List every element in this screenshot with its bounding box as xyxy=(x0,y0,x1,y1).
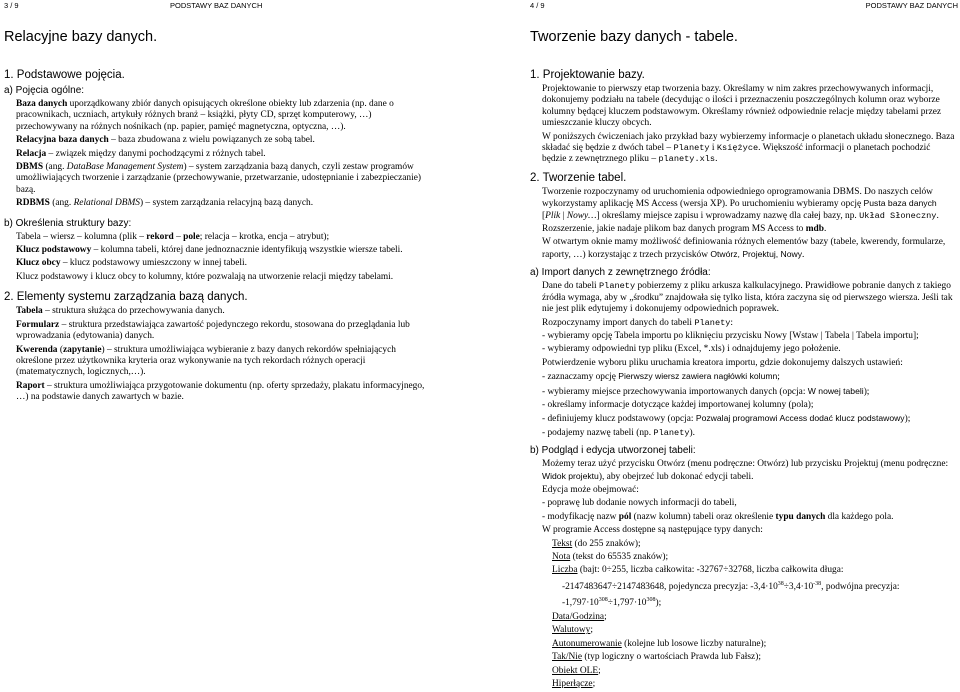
running-header-right: PODSTAWY BAZ DANYCH xyxy=(865,1,958,10)
subsection-heading-podglad: b) Podgląd i edycja utworzonej tabeli: xyxy=(530,445,696,457)
data-type-item: Liczba (bajt: 0÷255, liczba całkowita: -32767÷32768, liczba całkowita długa: xyxy=(552,565,844,576)
list-item: - zaznaczamy opcję Pierwszy wiersz zawiera nagłówki kolumn; xyxy=(542,371,780,383)
definition-baza: Baza danych uporządkowany zbiór danych opisujących określone obiekty lub zdarzenia (np. dane o pracownikach, uczniach, artykuły różnych branż – książki, płyty CD, sprzęt komputerowy, …) przechowywany na różnych nośnikach (np. papier, pamięć magnetyczna, optyczna, …). xyxy=(16,99,394,132)
data-type-item-continued: -2147483647÷2147483648, pojedyncza precyzja: $-3,4\cdot 10^{38}\div 3,4\cdot 10^{-38}$, podwójna precyzja: xyxy=(562,580,900,592)
definition-dbms: DBMS (ang. DataBase Management System) – system zarządzania bazą danych, czyli zestaw programów umożliwiających tworzenie i zarządzanie (przechowywanie, przetwarzanie, udostępnianie i zabezpieczanie) bazą. xyxy=(16,162,421,195)
definition-rdbms: RDBMS (ang. Relational DBMS) – system zarządzania relacyjną bazą danych. xyxy=(16,198,314,209)
right-page xyxy=(480,0,960,689)
paragraph-tworzenie: Tworzenie rozpoczynamy od uruchomienia odpowiedniego oprogramowania DBMS. Do naszych celów wykorzystamy aplikację MS Access (wersja XP). Po uruchomieniu wybieramy opcję Pusta baza danych [Plik | Nowy…] określamy miejsce zapisu i wprowadzamy nazwę dla całej bazy, np. Układ Słoneczny. xyxy=(542,186,939,221)
data-type-item: Autonumerowanie (kolejne lub losowe liczby naturalne); xyxy=(552,638,767,649)
data-type-item: Hiperłącze; xyxy=(552,678,596,689)
section-heading-projektowanie: 1. Projektowanie bazy. xyxy=(530,69,645,81)
paragraph-rozszerzenie: Rozszerzenie, jakie nadaje plikom baz danych program MS Access to mdb. xyxy=(542,224,827,235)
paragraph-typy: W programie Access dostępne są następujące typy danych: xyxy=(542,525,763,536)
running-header-left: PODSTAWY BAZ DANYCH xyxy=(170,1,263,10)
page-title-right: Tworzenie bazy danych - tabele. xyxy=(530,29,738,45)
list-item: - wybieramy odpowiedni typ pliku (Excel, *.xls) i odnajdujemy jego położenie. xyxy=(542,344,841,355)
structure-terms: Tabela – wiersz – kolumna (plik – rekord – pole; relacja – krotka, encja – atrybut); xyxy=(16,231,330,242)
data-type-item: Data/Godzina; xyxy=(552,611,607,622)
paragraph-import: Dane do tabeli Planety pobierzemy z pliku arkusza kalkulacyjnego. Prawidłowe pobranie danych z takiego źródła wymaga, aby w „środku” znajdowała się tylko lista, która zaczyna się od pierwszego wiersza. Jeśli tak nie jest plik edytujemy i dokonujemy odpowiednich poprawek. xyxy=(542,281,953,315)
list-item: - określamy informacje dotyczące każdej importowanej kolumny (pola); xyxy=(542,399,814,410)
definition-raport: Raport – struktura umożliwiająca przygotowanie dokumentu (np. oferty sprzedaży, plakatu informacyjnego, …) na podstawie danych zawartych w bazie. xyxy=(16,380,425,403)
paragraph-kreator: Potwierdzenie wyboru pliku uruchamia kreatora importu, gdzie dokonujemy dalszych ustawień: xyxy=(542,357,903,368)
paragraph-import-start: Rozpoczynamy import danych do tabeli Planety: xyxy=(542,317,734,328)
definition-klucz-obcy: Klucz obcy – klucz podstawowy umieszczony w innej tabeli. xyxy=(16,258,247,269)
section-heading-1: 1. Podstawowe pojęcia. xyxy=(4,69,125,81)
paragraph-przyklad: W poniższych ćwiczeniach jako przykład bazy wybierzemy informacje o planetach układu słonecznego. Baza składać się będzie z dwóch tabel – Planety i Księżyce. Większość informacji o planetach pochodzić będzie z zewnętrznego pliku – planety.xls. xyxy=(542,131,955,165)
paragraph-edycja: Edycja może obejmować: xyxy=(542,484,639,495)
klucz-relation-note: Klucz podstawowy i klucz obcy to kolumny, które pozwalają na utworzenie relacji między tabelami. xyxy=(16,271,394,282)
definition-relacja: Relacja – związek między danymi pochodzącymi z różnych tabel. xyxy=(16,148,266,159)
definition-tabela: Tabela – struktura służąca do przechowywania danych. xyxy=(16,306,225,317)
data-type-item-continued: $-1,797\cdot 10^{308}\div 1,797\cdot 10^{308}$); xyxy=(562,597,662,609)
page-number-left: 3 / 9 xyxy=(4,1,19,10)
data-type-item: Tak/Nie (typ logiczny o wartościach Prawda lub Fałsz); xyxy=(552,652,761,663)
data-type-item: Obiekt OLE; xyxy=(552,665,601,676)
subsection-heading-b: b) Określenia struktury bazy: xyxy=(4,217,132,229)
paragraph-projektowanie: Projektowanie to pierwszy etap tworzenia bazy. Określamy w nim zakres przechowywanych informacji, dokonujemy podziału na tabele (decydując o ilości i przeznaczeniu poszczególnych kolumn oraz wyborze kolumny będącej kluczem podstawowym. Określamy również odpowiednie relacje między tabelami przez umieszczanie kluczy obcych. xyxy=(542,84,942,129)
list-item: - definiujemy klucz podstawowy (opcja: Pozwalaj programowi Access dodać klucz podstawowy); xyxy=(542,413,911,425)
subsection-heading-import: a) Import danych z zewnętrznego źródła: xyxy=(530,267,711,279)
left-content xyxy=(4,68,434,406)
page-number-right: 4 / 9 xyxy=(530,1,545,10)
definition-formularz: Formularz – struktura przedstawiająca zawartość pojedynczego rekordu, stosowana do przeglądania lub wprowadzania (edytowania) danych. xyxy=(16,319,410,342)
definition-relacyjna-baza: Relacyjna baza danych – baza zbudowana z wielu powiązanych ze sobą tabel. xyxy=(16,135,315,146)
list-item: - podajemy nazwę tabeli (np. Planety). xyxy=(542,427,695,438)
section-heading-tworzenie: 2. Tworzenie tabel. xyxy=(530,171,627,184)
section-heading-2: 2. Elementy systemu zarządzania bazą danych. xyxy=(4,291,248,304)
data-type-item: Nota (tekst do 65535 znaków); xyxy=(552,552,669,562)
data-type-item: Tekst (do 255 znaków); xyxy=(552,538,641,549)
list-item: - wybieramy opcję Tabela importu po kliknięciu przycisku Nowy [Wstaw | Tabela | Tabela importu]; xyxy=(542,330,919,341)
page-title-left: Relacyjne bazy danych. xyxy=(4,29,158,45)
list-item: - modyfikację nazw pól (nazw kolumn) tabeli oraz określenie typu danych dla każdego pola. xyxy=(542,511,894,522)
subsection-heading-a: a) Pojęcia ogólne: xyxy=(4,85,85,96)
list-item: - wybieramy miejsce przechowywania importowanych danych (opcja: W nowej tabeli); xyxy=(542,385,870,397)
left-page xyxy=(0,0,480,678)
definition-kwerenda: Kwerenda (zapytanie) – struktura umożliwiająca wybieranie z bazy danych rekordów spełniających określone przez użytkownika kryteria oraz wykonywanie na tych rekordach różnych operacji (matematycznych, logicznych,…). xyxy=(16,344,396,378)
paragraph-podglad: Możemy teraz użyć przycisku Otwórz (menu podręczne: Otwórz) lub przycisku Projektuj (menu podręczne: Widok projektu), aby obejrzeć lub dokonać edycji tabeli. xyxy=(542,459,949,482)
definition-klucz-podstawowy: Klucz podstawowy – kolumna tabeli, której dane jednoznacznie identyfikują wszystkie wiersze tabeli. xyxy=(16,245,403,256)
paragraph-okno: W otwartym oknie mamy możliwość definiowania różnych elementów bazy (tabele, kwerendy, formularze, raporty, …) korzystając z trzech przycisków Otwórz, Projektuj, Nowy. xyxy=(542,237,946,260)
right-content xyxy=(530,68,955,692)
data-type-item: Walutowy; xyxy=(552,625,593,636)
list-item: - poprawę lub dodanie nowych informacji do tabeli, xyxy=(542,498,737,509)
